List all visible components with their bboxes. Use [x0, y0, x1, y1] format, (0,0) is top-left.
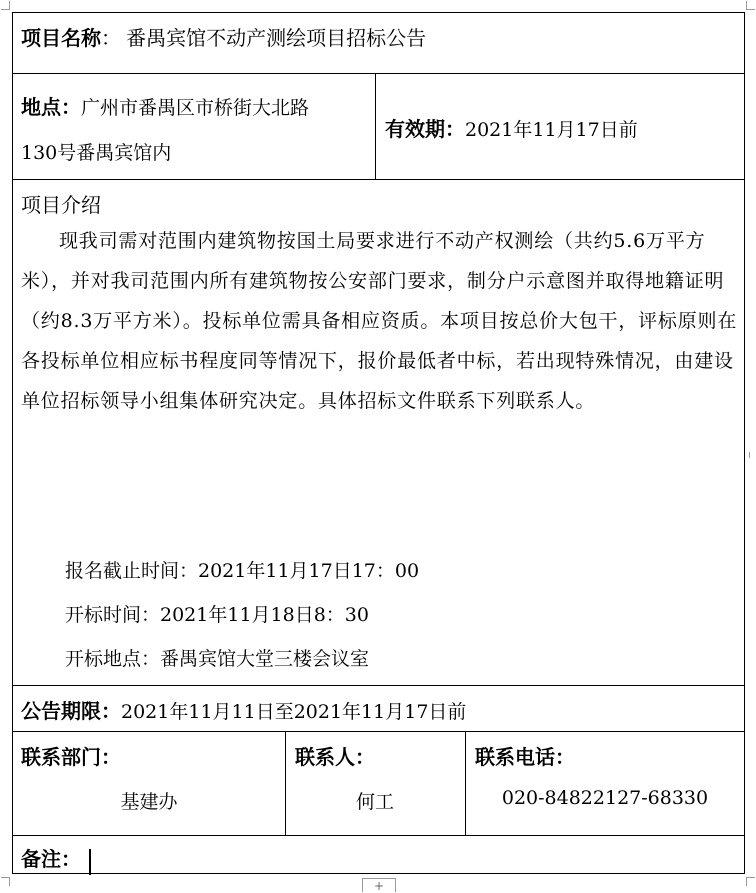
intro-heading: 项目介绍 [21, 193, 101, 217]
remarks-cell[interactable] [21, 843, 91, 875]
margin-mark-top-left [1, 1, 10, 10]
validity-label: 有效期： [385, 117, 465, 141]
contact-dept-label: 联系部门： [21, 745, 121, 769]
page-edge-mark [749, 452, 754, 458]
row-divider [13, 731, 744, 732]
location-cell[interactable] [21, 85, 371, 175]
registration-deadline: 报名截止时间：2021年11月17日17：00 [65, 560, 420, 582]
contact-dept-value: 基建办 [120, 791, 178, 813]
text-cursor [89, 849, 91, 875]
opening-time: 开标时间：2021年11月18日8：30 [65, 604, 369, 626]
margin-mark-bottom-left [1, 877, 10, 886]
intro-cell[interactable] [21, 189, 739, 421]
location-label: 地点： [21, 95, 81, 119]
opening-place: 开标地点：番禺宾馆大堂三楼会议室 [65, 648, 370, 670]
project-name-row[interactable]: 项目名称： 番禺宾馆不动产测绘项目招标公告 [21, 26, 427, 50]
margin-mark-top-right [746, 1, 755, 10]
validity-cell[interactable] [385, 113, 638, 142]
schedule-block [13, 549, 731, 681]
column-divider [285, 731, 286, 835]
column-divider [375, 73, 376, 179]
table-add-row-handle[interactable]: + [362, 878, 396, 892]
contact-person-value: 何工 [355, 791, 394, 813]
row-divider [13, 179, 744, 180]
contact-phone-label: 联系电话： [475, 745, 575, 769]
project-name-label: 项目名称 [21, 26, 101, 50]
notice-period-value: 2021年11月11日至2021年11月17日前 [121, 701, 467, 723]
intro-paragraph: 现我司需对范围内建筑物按国土局要求进行不动产权测绘（共约5.6万平方米），并对我司范围内所有建筑物按公安部门要求，制分户示意图并取得地籍证明（约8.3万平方米）。投标单位需具备相应资质。本项目按总价大包干，评标原则在各投标单位相应标书程度同等情况下，报价最低者中标，若出现特殊情况，由建设单位招标领导小组集体研究决定。具体招标文件联系下列联系人。 [21, 230, 738, 412]
location-value-line1: 广州市番禺区市桥街大北路 [81, 97, 310, 119]
margin-mark-bottom-right [746, 877, 755, 886]
location-value-line2: 130号番禺宾馆内 [21, 142, 172, 164]
contact-dept-cell[interactable] [21, 741, 121, 770]
contact-phone-cell[interactable] [475, 741, 575, 770]
row-divider [13, 835, 744, 836]
project-name-value: 番禺宾馆不动产测绘项目招标公告 [126, 26, 427, 50]
row-divider [13, 685, 744, 686]
column-divider [465, 731, 466, 835]
notice-period-cell[interactable] [21, 695, 466, 724]
notice-period-label: 公告期限： [21, 699, 121, 723]
notice-table[interactable] [12, 12, 745, 874]
validity-value: 2021年11月17日前 [465, 119, 638, 141]
row-divider [13, 73, 744, 74]
remarks-label: 备注： [21, 847, 81, 871]
contact-person-label: 联系人： [295, 745, 375, 769]
contact-person-cell[interactable] [295, 741, 375, 770]
contact-phone-value: 020-84822127-68330 [501, 787, 709, 809]
